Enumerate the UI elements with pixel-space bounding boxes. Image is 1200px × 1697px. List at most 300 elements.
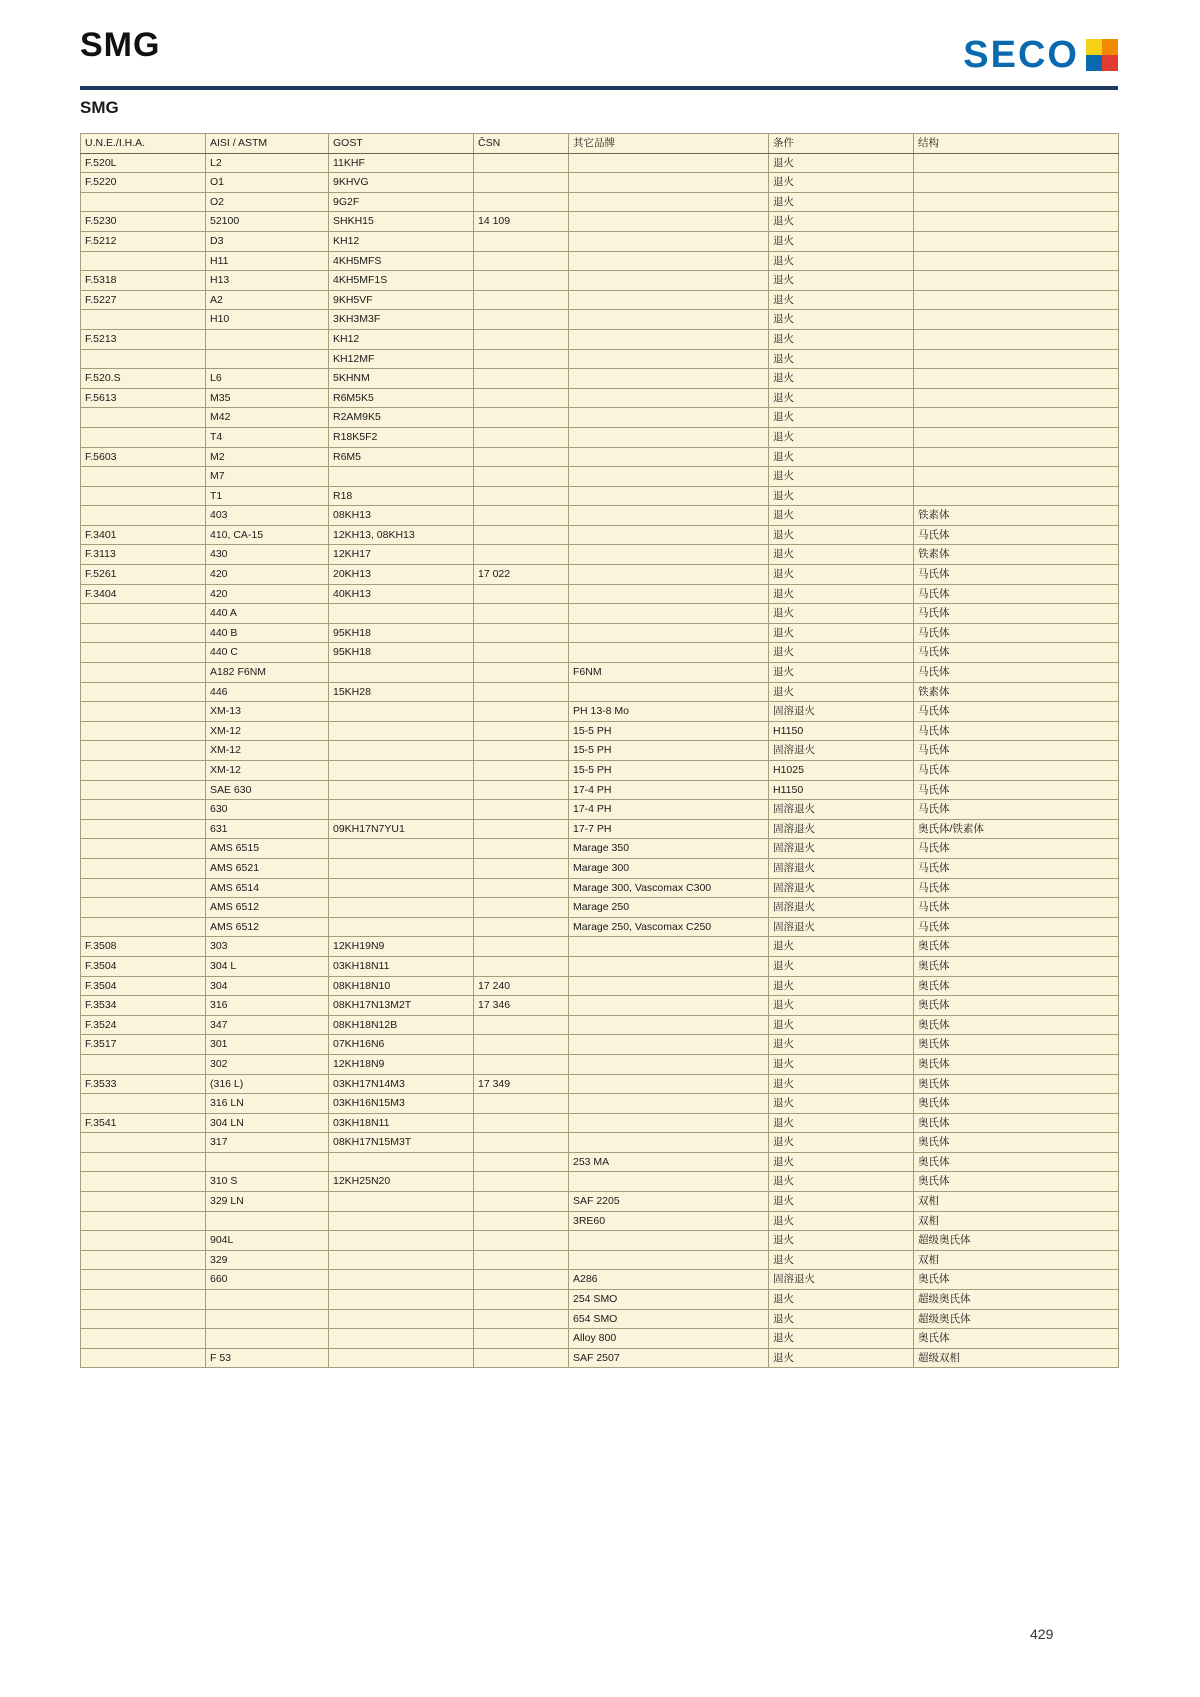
table-cell: F.3404 — [81, 584, 206, 604]
table-cell — [914, 231, 1119, 251]
table-cell: H10 — [206, 310, 329, 330]
table-row — [81, 741, 1119, 761]
table-cell: 630 — [206, 800, 329, 820]
table-cell: 316 LN — [206, 1094, 329, 1114]
table-cell — [914, 192, 1119, 212]
table-cell: AMS 6512 — [206, 898, 329, 918]
table-cell: 9KH5VF — [329, 290, 474, 310]
table-cell — [474, 1309, 569, 1329]
table-cell — [474, 1094, 569, 1114]
table-cell: 退火 — [769, 231, 914, 251]
table-row — [81, 956, 1119, 976]
table-cell — [569, 1054, 769, 1074]
table-cell — [569, 525, 769, 545]
column-header: 结构 — [914, 134, 1119, 154]
table-cell: 铁素体 — [914, 682, 1119, 702]
table-cell — [914, 388, 1119, 408]
table-cell: H1025 — [769, 761, 914, 781]
table-cell — [206, 349, 329, 369]
table-cell: 马氏体 — [914, 525, 1119, 545]
table-cell — [569, 976, 769, 996]
table-cell: 17-4 PH — [569, 800, 769, 820]
table-cell — [474, 525, 569, 545]
table-row — [81, 1015, 1119, 1035]
table-row — [81, 584, 1119, 604]
table-cell: 奥氏体 — [914, 976, 1119, 996]
table-cell — [569, 996, 769, 1016]
table-row — [81, 878, 1119, 898]
table-row — [81, 290, 1119, 310]
table-cell: H13 — [206, 271, 329, 291]
table-cell: 超级奥氏体 — [914, 1309, 1119, 1329]
table-cell — [914, 290, 1119, 310]
table-cell — [569, 643, 769, 663]
table-cell — [329, 663, 474, 683]
table-cell: 17 022 — [474, 565, 569, 585]
table-cell: 退火 — [769, 1054, 914, 1074]
table-cell — [206, 1309, 329, 1329]
table-cell: 奥氏体 — [914, 1094, 1119, 1114]
table-cell: 超级双相 — [914, 1348, 1119, 1368]
table-cell — [81, 858, 206, 878]
table-cell — [569, 1172, 769, 1192]
table-row — [81, 1211, 1119, 1231]
table-cell — [329, 800, 474, 820]
table-row — [81, 682, 1119, 702]
table-row — [81, 231, 1119, 251]
table-cell — [81, 251, 206, 271]
table-row — [81, 937, 1119, 957]
header-divider-rule — [80, 86, 1118, 90]
table-row — [81, 1270, 1119, 1290]
table-cell — [81, 1054, 206, 1074]
page-title: SMG — [80, 26, 161, 64]
table-cell — [569, 1094, 769, 1114]
table-cell: 08KH17N15M3T — [329, 1133, 474, 1153]
table-cell: F.5230 — [81, 212, 206, 232]
table-row — [81, 1035, 1119, 1055]
table-cell — [81, 1152, 206, 1172]
table-cell — [569, 565, 769, 585]
table-cell: 超级奥氏体 — [914, 1290, 1119, 1310]
table-cell: 17 240 — [474, 976, 569, 996]
table-cell: R2AM9K5 — [329, 408, 474, 428]
table-cell: Marage 250, Vascomax C250 — [569, 917, 769, 937]
table-cell — [329, 1152, 474, 1172]
table-cell — [474, 702, 569, 722]
table-cell: 17 346 — [474, 996, 569, 1016]
table-cell: F.5220 — [81, 173, 206, 193]
table-cell — [474, 1329, 569, 1349]
table-row — [81, 917, 1119, 937]
material-cross-reference-table — [80, 133, 1119, 1368]
table-cell: 奥氏体 — [914, 1152, 1119, 1172]
table-cell: 固溶退火 — [769, 898, 914, 918]
table-cell: 12KH19N9 — [329, 937, 474, 957]
table-cell — [474, 506, 569, 526]
table-cell — [474, 173, 569, 193]
section-title: SMG — [80, 98, 119, 117]
table-cell — [569, 1015, 769, 1035]
table-cell: F.5603 — [81, 447, 206, 467]
table-cell: 固溶退火 — [769, 702, 914, 722]
table-cell — [474, 192, 569, 212]
table-cell — [206, 1290, 329, 1310]
table-cell: 17-4 PH — [569, 780, 769, 800]
table-row — [81, 525, 1119, 545]
table-cell: 退火 — [769, 271, 914, 291]
table-cell — [474, 545, 569, 565]
table-cell: 660 — [206, 1270, 329, 1290]
table-cell — [569, 310, 769, 330]
table-cell — [474, 682, 569, 702]
table-cell: L2 — [206, 153, 329, 173]
table-cell: T4 — [206, 427, 329, 447]
table-cell — [474, 780, 569, 800]
table-cell: 马氏体 — [914, 878, 1119, 898]
table-row — [81, 800, 1119, 820]
logo-square-red — [1102, 55, 1118, 71]
table-row — [81, 1094, 1119, 1114]
table-cell: 双相 — [914, 1192, 1119, 1212]
table-cell — [81, 702, 206, 722]
table-cell — [81, 1172, 206, 1192]
table-row — [81, 898, 1119, 918]
table-cell — [474, 643, 569, 663]
table-cell — [81, 604, 206, 624]
table-cell — [474, 839, 569, 859]
table-cell: 12KH13, 08KH13 — [329, 525, 474, 545]
table-cell: 马氏体 — [914, 780, 1119, 800]
table-cell: 退火 — [769, 682, 914, 702]
table-cell: 退火 — [769, 1074, 914, 1094]
table-cell: Marage 300, Vascomax C300 — [569, 878, 769, 898]
table-cell: 310 S — [206, 1172, 329, 1192]
table-cell: 退火 — [769, 1192, 914, 1212]
table-cell — [81, 192, 206, 212]
table-cell — [206, 329, 329, 349]
table-cell — [81, 349, 206, 369]
table-cell — [474, 467, 569, 487]
table-cell: 退火 — [769, 525, 914, 545]
table-cell: 09KH17N7YU1 — [329, 819, 474, 839]
table-cell — [474, 349, 569, 369]
table-cell: 退火 — [769, 604, 914, 624]
table-cell — [329, 1329, 474, 1349]
table-cell — [569, 937, 769, 957]
table-cell: 退火 — [769, 329, 914, 349]
table-cell: 奥氏体 — [914, 1054, 1119, 1074]
table-cell: 奥氏体/铁素体 — [914, 819, 1119, 839]
table-cell — [569, 153, 769, 173]
table-cell — [81, 1231, 206, 1251]
table-cell: 03KH16N15M3 — [329, 1094, 474, 1114]
table-cell — [474, 290, 569, 310]
table-cell: 退火 — [769, 1152, 914, 1172]
table-cell — [329, 1290, 474, 1310]
table-cell — [329, 1231, 474, 1251]
table-cell — [81, 486, 206, 506]
table-cell — [474, 741, 569, 761]
table-cell: SHKH15 — [329, 212, 474, 232]
table-cell — [81, 721, 206, 741]
table-cell: SAF 2507 — [569, 1348, 769, 1368]
table-cell: 铁素体 — [914, 545, 1119, 565]
table-row — [81, 1348, 1119, 1368]
table-cell: 329 LN — [206, 1192, 329, 1212]
table-cell: 304 LN — [206, 1113, 329, 1133]
table-row — [81, 447, 1119, 467]
table-cell — [329, 761, 474, 781]
table-cell: AMS 6512 — [206, 917, 329, 937]
table-cell: F.5227 — [81, 290, 206, 310]
table-cell — [81, 663, 206, 683]
material-table-body — [81, 153, 1119, 1368]
table-cell: 11KHF — [329, 153, 474, 173]
table-cell — [474, 1113, 569, 1133]
table-cell: (316 L) — [206, 1074, 329, 1094]
table-cell — [81, 898, 206, 918]
table-cell: 15-5 PH — [569, 721, 769, 741]
table-cell: 329 — [206, 1250, 329, 1270]
table-cell — [81, 839, 206, 859]
table-cell — [329, 858, 474, 878]
table-cell: 420 — [206, 565, 329, 585]
table-cell: 446 — [206, 682, 329, 702]
table-cell — [81, 819, 206, 839]
table-cell: 奥氏体 — [914, 1113, 1119, 1133]
table-cell: 马氏体 — [914, 898, 1119, 918]
table-cell: O1 — [206, 173, 329, 193]
table-row — [81, 192, 1119, 212]
column-header: 其它品牌 — [569, 134, 769, 154]
table-cell — [474, 1348, 569, 1368]
table-cell — [474, 1231, 569, 1251]
table-cell — [81, 761, 206, 781]
seco-logo — [963, 36, 1118, 74]
table-cell — [914, 310, 1119, 330]
table-cell — [569, 447, 769, 467]
table-row — [81, 153, 1119, 173]
table-cell: 420 — [206, 584, 329, 604]
table-cell — [569, 623, 769, 643]
table-cell: 退火 — [769, 1309, 914, 1329]
table-cell — [474, 1192, 569, 1212]
table-cell — [569, 251, 769, 271]
table-cell — [474, 310, 569, 330]
table-cell: 马氏体 — [914, 623, 1119, 643]
table-cell: 奥氏体 — [914, 1172, 1119, 1192]
table-cell: 固溶退火 — [769, 1270, 914, 1290]
table-cell: 3RE60 — [569, 1211, 769, 1231]
table-cell: 654 SMO — [569, 1309, 769, 1329]
table-cell: H1150 — [769, 721, 914, 741]
table-cell: 304 L — [206, 956, 329, 976]
table-cell — [569, 506, 769, 526]
table-cell: 马氏体 — [914, 604, 1119, 624]
table-cell — [569, 231, 769, 251]
table-cell — [914, 408, 1119, 428]
table-cell: 254 SMO — [569, 1290, 769, 1310]
table-cell: F 53 — [206, 1348, 329, 1368]
table-cell — [569, 1133, 769, 1153]
table-cell: 03KH17N14M3 — [329, 1074, 474, 1094]
table-cell — [474, 329, 569, 349]
table-cell: 17 349 — [474, 1074, 569, 1094]
table-cell — [81, 1211, 206, 1231]
table-cell — [569, 192, 769, 212]
table-cell: A182 F6NM — [206, 663, 329, 683]
table-row — [81, 1329, 1119, 1349]
table-cell: 马氏体 — [914, 800, 1119, 820]
table-row — [81, 761, 1119, 781]
table-cell — [81, 800, 206, 820]
table-row — [81, 721, 1119, 741]
table-cell — [81, 1290, 206, 1310]
table-row — [81, 976, 1119, 996]
table-cell — [329, 1192, 474, 1212]
table-cell: 退火 — [769, 153, 914, 173]
table-cell: F.3524 — [81, 1015, 206, 1035]
table-cell: 超级奥氏体 — [914, 1231, 1119, 1251]
table-cell: 马氏体 — [914, 721, 1119, 741]
table-cell: 5KHNM — [329, 369, 474, 389]
table-cell — [474, 937, 569, 957]
table-cell: R18K5F2 — [329, 427, 474, 447]
table-cell: H1150 — [769, 780, 914, 800]
table-cell: 95KH18 — [329, 643, 474, 663]
table-cell: M2 — [206, 447, 329, 467]
table-cell: 退火 — [769, 643, 914, 663]
table-cell — [569, 369, 769, 389]
table-cell: 317 — [206, 1133, 329, 1153]
table-cell: R6M5K5 — [329, 388, 474, 408]
table-cell — [81, 1270, 206, 1290]
table-cell — [474, 1015, 569, 1035]
table-cell — [474, 898, 569, 918]
table-row — [81, 1054, 1119, 1074]
table-cell: 退火 — [769, 408, 914, 428]
table-row — [81, 604, 1119, 624]
table-cell: 253 MA — [569, 1152, 769, 1172]
table-row — [81, 388, 1119, 408]
table-cell — [474, 917, 569, 937]
table-cell — [569, 682, 769, 702]
table-row — [81, 1172, 1119, 1192]
table-cell: 固溶退火 — [769, 917, 914, 937]
table-cell — [81, 623, 206, 643]
table-cell: 08KH18N12B — [329, 1015, 474, 1035]
table-cell — [474, 1054, 569, 1074]
table-cell: F.3504 — [81, 976, 206, 996]
table-cell: 退火 — [769, 1113, 914, 1133]
table-cell — [914, 173, 1119, 193]
table-cell: 退火 — [769, 663, 914, 683]
table-cell: 40KH13 — [329, 584, 474, 604]
table-cell: 退火 — [769, 173, 914, 193]
table-cell: 奥氏体 — [914, 1329, 1119, 1349]
table-cell: 退火 — [769, 1035, 914, 1055]
table-cell: KH12 — [329, 329, 474, 349]
table-cell — [569, 1231, 769, 1251]
table-row — [81, 1309, 1119, 1329]
table-cell — [569, 1074, 769, 1094]
table-cell: 退火 — [769, 310, 914, 330]
table-cell — [914, 349, 1119, 369]
table-cell: F.3517 — [81, 1035, 206, 1055]
table-cell: 12KH18N9 — [329, 1054, 474, 1074]
table-cell — [329, 898, 474, 918]
table-cell — [329, 839, 474, 859]
table-cell — [474, 1172, 569, 1192]
table-cell: 退火 — [769, 1329, 914, 1349]
table-cell — [329, 467, 474, 487]
table-cell: 9G2F — [329, 192, 474, 212]
table-cell — [329, 1211, 474, 1231]
table-cell — [81, 1329, 206, 1349]
table-cell: 退火 — [769, 427, 914, 447]
table-cell — [329, 1348, 474, 1368]
table-cell — [474, 721, 569, 741]
table-cell: 20KH13 — [329, 565, 474, 585]
table-cell — [81, 917, 206, 937]
table-cell: 3KH3M3F — [329, 310, 474, 330]
table-cell: 退火 — [769, 1133, 914, 1153]
table-cell: AMS 6514 — [206, 878, 329, 898]
table-cell — [81, 310, 206, 330]
table-cell — [474, 271, 569, 291]
table-cell: XM-12 — [206, 761, 329, 781]
table-cell: F.5613 — [81, 388, 206, 408]
table-cell: F.3401 — [81, 525, 206, 545]
table-cell — [914, 369, 1119, 389]
table-row — [81, 173, 1119, 193]
table-cell: 马氏体 — [914, 917, 1119, 937]
logo-square-blue — [1086, 55, 1102, 71]
table-row — [81, 1113, 1119, 1133]
table-cell: Alloy 800 — [569, 1329, 769, 1349]
table-row — [81, 310, 1119, 330]
table-cell: F.5261 — [81, 565, 206, 585]
column-header: U.N.E./I.H.A. — [81, 134, 206, 154]
table-row — [81, 1231, 1119, 1251]
table-cell — [569, 545, 769, 565]
column-header: ČSN — [474, 134, 569, 154]
table-cell: 退火 — [769, 1231, 914, 1251]
table-cell — [569, 408, 769, 428]
table-cell — [914, 271, 1119, 291]
table-cell — [81, 1348, 206, 1368]
table-cell: R18 — [329, 486, 474, 506]
table-cell — [914, 486, 1119, 506]
table-cell — [474, 388, 569, 408]
table-cell: 退火 — [769, 192, 914, 212]
table-cell — [569, 271, 769, 291]
table-cell: F.5213 — [81, 329, 206, 349]
table-cell — [206, 1211, 329, 1231]
table-cell — [914, 212, 1119, 232]
table-cell — [914, 329, 1119, 349]
table-cell — [329, 780, 474, 800]
column-header: AISI / ASTM — [206, 134, 329, 154]
table-cell: 固溶退火 — [769, 839, 914, 859]
table-cell — [474, 878, 569, 898]
table-cell: 08KH18N10 — [329, 976, 474, 996]
table-cell — [474, 956, 569, 976]
table-cell: Marage 250 — [569, 898, 769, 918]
table-cell: AMS 6515 — [206, 839, 329, 859]
table-cell — [569, 1250, 769, 1270]
